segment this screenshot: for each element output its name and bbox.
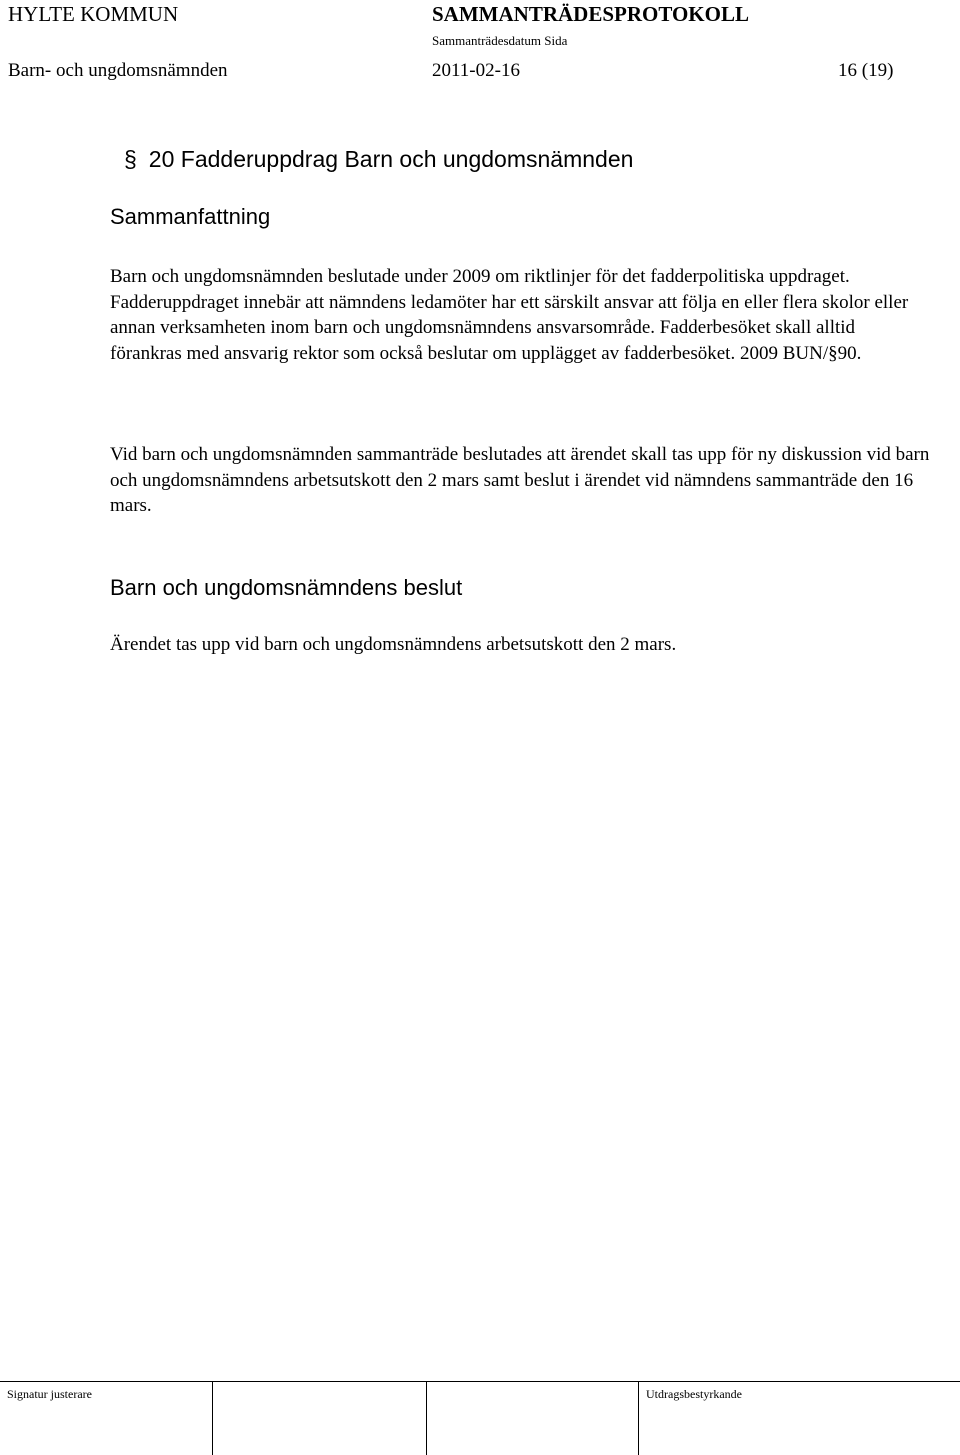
section-title: 20 Fadderuppdrag Barn och ungdomsnämnden — [148, 146, 634, 172]
board-name: Barn- och ungdomsnämnden — [8, 60, 228, 81]
summary-paragraph-2: Vid barn och ungdomsnämnden sammanträde beslutades att ärendet skall tas upp för ny diskussion vid barn och ungdomsnämndens arbetsutskott den 2 mars samt beslut i ärendet vid nämndens sammanträde den 16 mars. — [110, 444, 930, 516]
extract-label: Utdragsbestyrkande — [646, 1387, 742, 1401]
summary-heading: Sammanfattning — [110, 204, 271, 229]
signature-label: Signatur justerare — [7, 1387, 92, 1401]
section-heading — [124, 146, 633, 173]
decision-heading: Barn och ungdomsnämndens beslut — [110, 575, 463, 600]
signature-footer — [0, 1381, 960, 1455]
organization-name: HYLTE KOMMUN — [8, 2, 179, 26]
decision-text: Ärendet tas upp vid barn och ungdomsnämndens arbetsutskott den 2 mars. — [110, 634, 677, 655]
meeting-date: 2011-02-16 — [432, 60, 520, 81]
page-number: 16 (19) — [838, 60, 894, 81]
header-sub-labels: Sammanträdesdatum Sida — [432, 33, 568, 48]
signature-cell-empty-1 — [212, 1382, 427, 1455]
paragraph-symbol: § — [124, 146, 137, 172]
summary-paragraph-1: Barn och ungdomsnämnden beslutade under 2009 om riktlinjer för det fadderpolitiska uppdraget. Fadderuppdraget innebär att nämndens ledamöter har ett särskilt ansvar att följa en eller flera skolor eller annan verksamheten inom barn och ungdomsnämndens ansvarsområde. Fadderbesöket skall alltid förankras med ansvarig rektor som också beslutar om upplägget av fadderbesöket. 2009 BUN/§90. — [110, 266, 909, 364]
signature-cell-empty-2 — [426, 1382, 639, 1455]
signature-cell — [0, 1382, 212, 1455]
document-type: SAMMANTRÄDESPROTOKOLL — [432, 2, 749, 26]
extract-cell — [638, 1382, 960, 1455]
